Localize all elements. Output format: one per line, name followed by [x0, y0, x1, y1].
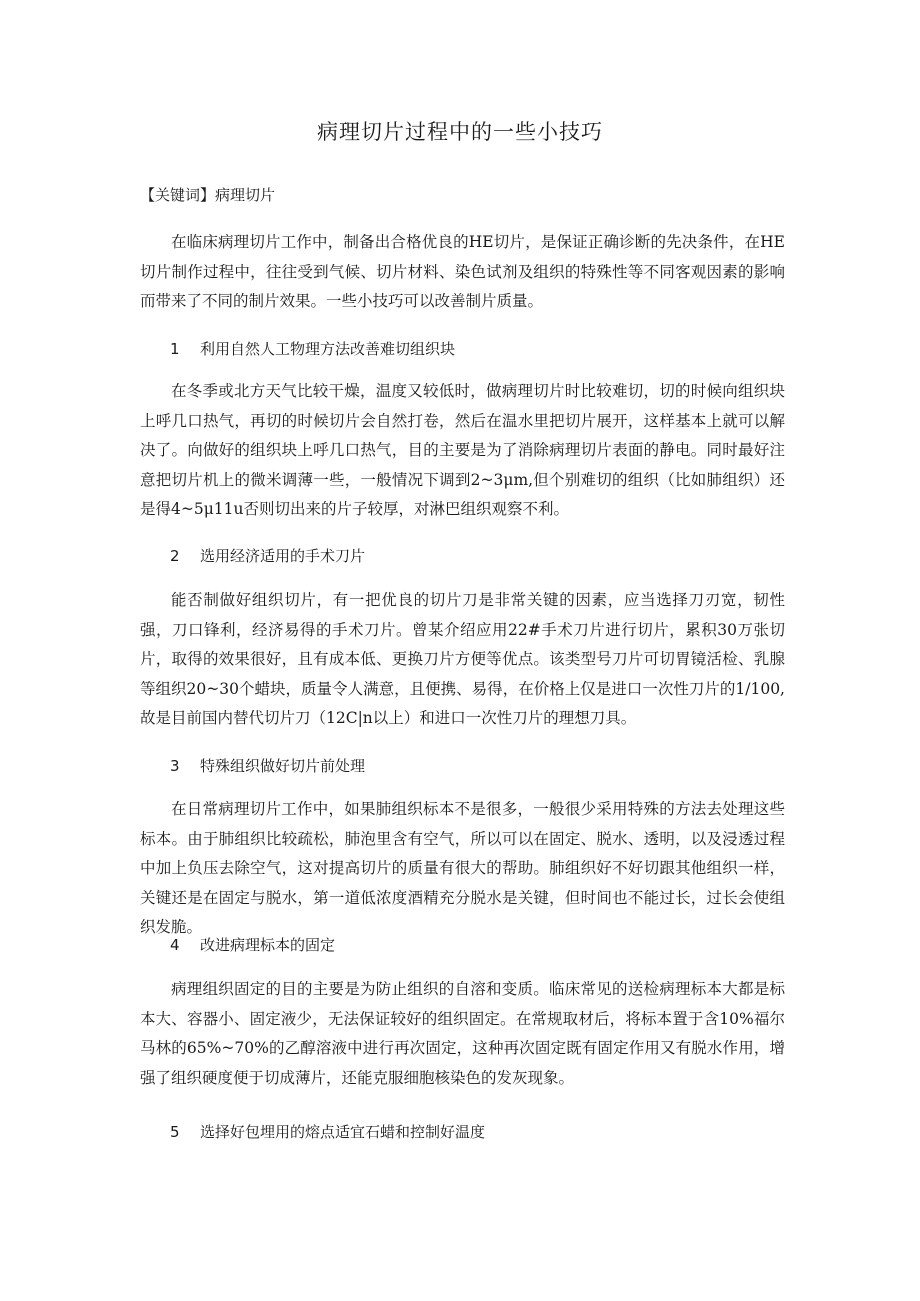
- section-body-1: 在冬季或北方天气比较干燥，温度又较低时，做病理切片时比较难切，切的时候向组织块上呼几口热气，再切的时候切片会自然打卷，然后在温水里把切片展开，这样基本上就可以解决了。向做好的组织块上呼几口热气，目的主要是为了消除病理切片表面的静电。同时最好注意把切片机上的微米调薄一些，一般情况下调到2~3μm,但个别难切的组织（比如肺组织）还是得4~5μ11u否则切出来的片子较厚，对淋巴组织观察不利。: [140, 382, 785, 518]
- section-body-2: 能否制做好组织切片，有一把优良的切片刀是非常关键的因素，应当选择刀刃宽，韧性强，刀口锋利，经济易得的手术刀片。曾某介绍应用22#手术刀片进行切片，累积30万张切片，取得的效果很好，且有成本低、更换刀片方便等优点。该类型号刀片可切胃镜活检、乳腺等组织20~30个蜡块，质量令人满意，且便携、易得，在价格上仅是进口一次性刀片的1/100,故是目前国内替代切片刀（12C|n以上）和进口一次性刀片的理想刀具。: [140, 591, 785, 727]
- section-heading-text: 利用自然人工物理方法改善难切组织块: [200, 340, 456, 358]
- section-number: 5: [170, 1123, 180, 1141]
- keywords-line: [140, 184, 275, 206]
- section-body-3: 在日常病理切片工作中，如果肺组织标本不是很多，一般很少采用特殊的方法去处理这些标本。由于肺组织比较疏松，肺泡里含有空气，所以可以在固定、脱水、透明，以及浸透过程中加上负压去除空气，这对提高切片的质量有很大的帮助。肺组织好不好切跟其他组织一样，关键还是在固定与脱水，第一道低浓度酒精充分脱水是关键，但时间也不能过长，过长会使组织发脆。: [140, 800, 785, 936]
- section-body-4: 病理组织固定的目的主要是为防止组织的自溶和变质。临床常见的送检病理标本大都是标本大、容器小、固定液少，无法保证较好的组织固定。在常规取材后，将标本置于含10%福尔马林的65%~70%的乙醇溶液中进行再次固定，这种再次固定既有固定作用又有脱水作用，增强了组织硬度便于切成薄片，还能克服细胞核染色的发灰现象。: [140, 980, 785, 1087]
- section-heading-text: 选用经济适用的手术刀片: [200, 547, 366, 565]
- section-number: 4: [170, 936, 180, 954]
- section-heading-4: [170, 934, 335, 956]
- section-number: 2: [170, 547, 180, 565]
- section-heading-text: 选择好包埋用的熔点适宜石蜡和控制好温度: [200, 1123, 486, 1141]
- intro-paragraph: 在临床病理切片工作中，制备出合格优良的HE切片，是保证正确诊断的先决条件，在HE切片制作过程中，往往受到气候、切片材料、染色试剂及组织的特殊性等不同客观因素的影响而带来了不同的制片效果。一些小技巧可以改善制片质量。: [140, 233, 785, 310]
- section-number: 1: [170, 340, 180, 358]
- keywords-label: 【关键词】: [140, 186, 216, 204]
- section-heading-2: [170, 545, 365, 567]
- document-title: 病理切片过程中的一些小技巧: [317, 120, 603, 144]
- section-heading-3: [170, 755, 365, 777]
- section-heading-text: 特殊组织做好切片前处理: [200, 757, 366, 775]
- section-heading-text: 改进病理标本的固定: [200, 936, 336, 954]
- keywords-value: 病理切片: [215, 186, 276, 204]
- section-heading-1: [170, 338, 455, 360]
- section-number: 3: [170, 757, 180, 775]
- section-heading-5: [170, 1121, 485, 1143]
